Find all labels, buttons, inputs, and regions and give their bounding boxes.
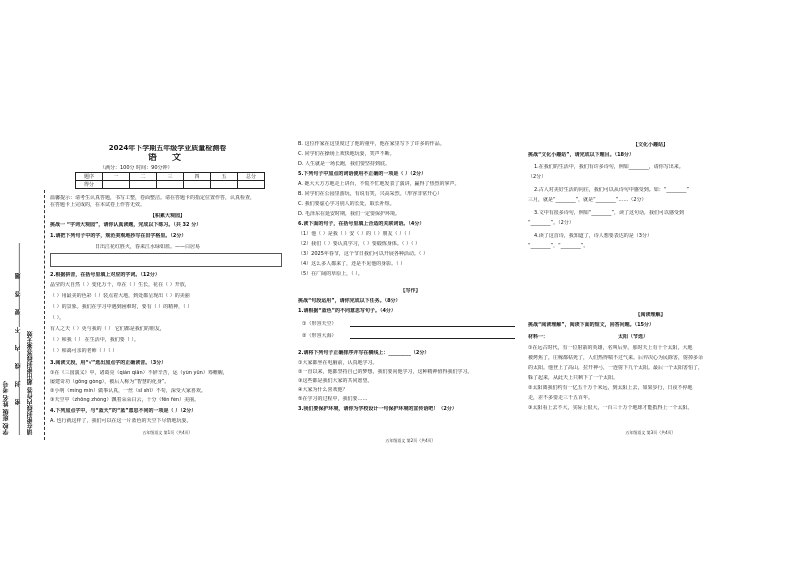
q5-option: C. 我们要虚心学习别人的长处，取长补短。 — [298, 201, 395, 207]
question-7: 1.请根据“蓝色”的不同意思写句子。（4分） — [298, 308, 396, 314]
challenge-title: 挑战“文化小趣站”，请完成以下题目。（18分） — [528, 152, 635, 158]
q11-cont: 三月，就是“________”，就是“________”……（2分） — [528, 197, 647, 203]
q6-line: （5）在广阔的草原上，（ ）。 — [298, 271, 363, 277]
sidebar-seal-line: ……………密……封……线……内……不……要……答……题…………… — [15, 243, 22, 435]
reading-line: 走，差不多要走三千五百年。 — [528, 395, 594, 401]
question-11: 2.古人对美好生活的向往，我们可以从诗句中感受到。如：“________” — [534, 187, 689, 193]
q2-line: 晶莹的大自然（ ）变化万千，草在（ ）生长，花在（ ）开放， — [50, 282, 190, 288]
q2-line: （ ）。 — [50, 315, 65, 321]
reading-line: 躲了起来，从此天上只剩下了一个太阳。 — [528, 375, 619, 381]
answer-line[interactable] — [350, 326, 515, 327]
challenge-title: 挑战一 “字词大观园”，请你认真读题，完成以下练习。（共 32 分） — [50, 222, 202, 228]
q6-line: （3）2025年春节，这个节日我们可以开展各种活动。（ ） — [298, 251, 428, 257]
question-10: 1.在我们的生活中，我们有许多诗句，例如________，请你写出来。 — [534, 164, 684, 170]
seal-dash-line — [44, 190, 45, 440]
q2-line: 有人之天（ ）更与我的（ ） 它们都是我们的朋友， — [50, 326, 165, 332]
q7-part-a: ①（形容天空） — [302, 321, 337, 327]
q3-line: ③天空中（zhōng zhòng）飘着朵朵白云，十分（fēn fèn）美丽。 — [50, 397, 200, 403]
q8-line: ①大家都坐在电脑前，认真地学习。 — [298, 360, 378, 366]
q5-option: D. 毛泽东在延安时期，我们一定要保护环境。 — [298, 211, 401, 217]
score-header: 题序 — [76, 173, 103, 181]
answer-line[interactable] — [350, 338, 515, 339]
score-row-label: 得分 — [76, 181, 103, 189]
reading-line: ③太阳看上去不大，实际上很大，一百三十万个地球才能抵得上一个太阳。 — [528, 405, 693, 411]
reading-line: 的太阳。他登上了高山，拉开神弓，一连射下九个太阳。最后一个太阳害怕了， — [528, 365, 704, 371]
question-6: 6.读下面的句子，在括号里填上合适的关联词语。（4分） — [298, 221, 425, 227]
sidebar-warning: 请在密封线内作答 超出密封线答案无效 — [27, 330, 34, 435]
q3-line: 屡建奇功（gōng gòng），被后人称为“智慧的化身”。 — [50, 379, 170, 385]
q1-text: 日出江花红胜火，春来江水绿如蓝。——白居易 — [95, 244, 201, 250]
reading-line: ①在远古时代，有一位射箭的英雄，名叫后羿。那时天上有十个太阳，大地 — [528, 345, 693, 351]
score-header: 二 — [130, 173, 157, 181]
q4-option: D. 人生就是一场长跑，我们要坚持到底。 — [298, 161, 391, 167]
q6-line: （4）这么多人都来了，还是不见他的身影。（ ） — [298, 261, 406, 267]
question-8: 2.请将下列句子正确排序并写在横线上：_________（2分） — [298, 350, 430, 356]
score-header: 五 — [211, 173, 238, 181]
page-footer: 五年级语文 第1页（共4页） — [142, 430, 193, 435]
exam-info: （满分：100分 时间：90分钟） — [100, 165, 173, 171]
q2-line: （ ）的景象。我们在学习中遇到困难时，要有（ ）的精神，（ ） — [50, 304, 193, 310]
q4-option: C. 同学们在操场上欢快地玩耍，笑声不断。 — [298, 151, 395, 157]
exam-subject: 语 文 — [147, 153, 188, 163]
q3-line: ①在《三国演义》中，诸葛亮（qián qiǎn）不辞辛苦，运（yùn yūn）筹帷幄， — [50, 370, 228, 376]
exam-title: 2024年下学期五年级学业质量检测卷 — [108, 145, 227, 151]
question-2: 2.根据拼音，在括号里填上对应的字词。（12分） — [50, 272, 160, 278]
section-header: 【阅读理解】 — [635, 312, 666, 318]
reading-line: ②太阳离我们约有一亿五千万千米远，到太阳上去，如果步行，日夜不停地 — [528, 385, 693, 391]
section-header: 【写作】 — [400, 288, 421, 294]
score-header: 总分 — [238, 173, 265, 181]
writing-grid[interactable] — [50, 253, 282, 267]
exam-note-2: 在答题卡上完成的，在本试卷上作答无效。 — [50, 202, 146, 208]
challenge-title: 挑战“阅读理解”，阅读下面的短文，回答问题。（15分） — [528, 322, 655, 328]
reading-line: 被烤焦了，庄稼都枯死了，人们热得喘不过气来。后羿决心为民除害，射掉多余 — [528, 355, 704, 361]
q2-line: （ ）和我（ ） 在生活中，我们要（ ）。 — [50, 337, 139, 343]
q5-option: A. 她大大方方地走上讲台，不慌不忙地发表了演讲，赢得了热烈的掌声。 — [298, 181, 460, 187]
challenge-title: 挑战“句段运用”，请你完成以下任务。（8分） — [298, 298, 401, 304]
score-cell[interactable] — [238, 181, 265, 189]
question-4: 4.下列加点字中，与“蓝天”的“蓝”意思不同的一项是（ ）（2分） — [50, 408, 197, 414]
score-cell[interactable] — [157, 181, 184, 189]
q2-line: （ ）用最美的色彩（ ）装点着大地，到处都呈现出（ ）的美丽 — [50, 293, 190, 299]
question-13: 4.读了这首诗，我知道了，诗人想要表达的是（3分） — [534, 233, 652, 239]
score-header: 四 — [184, 173, 211, 181]
question-9: 3.我们要保护环境，请你为学校设计一句保护环境的宣传语吧！（2分） — [298, 406, 457, 412]
q10-points: （2分） — [528, 174, 547, 180]
page-footer: 五年级语文 第2页（共4页） — [385, 438, 436, 443]
q6-line: （1）他（ ）是我（ ）安（ ）的（ ）朋友（ ）（ ） — [298, 231, 414, 237]
score-cell[interactable] — [130, 181, 157, 189]
q6-line: （2）我们（ ）要认真学习，（ ）要锻炼身体。（ ）（ ） — [298, 241, 421, 247]
q8-line: ④大家为什么喜欢他？ — [298, 387, 348, 393]
q5-option: B. 同学们在公园里游玩，有说有笑，兴高采烈。（形容非常开心） — [298, 191, 443, 197]
exam-note: 温馨提示：请考生认真答题，书写工整，卷面整洁。请在答题卡的指定位置作答，认真检查， — [50, 195, 256, 201]
score-header: 三 — [157, 173, 184, 181]
page-footer: 五年级语文 第3页（共4页） — [625, 430, 676, 435]
section-header: 【文化小趣站】 — [632, 142, 668, 148]
binding-margin — [2, 195, 42, 435]
q7-part-b: ②（形容大海） — [302, 333, 337, 339]
question-3: 3.阅读文段，用“√”选出加点字的正确读音。（3分） — [50, 360, 167, 366]
q8-line: ②一直以来，他都坚持自己的梦想，我们要向他学习，这种精神值得我们学习。 — [298, 369, 473, 375]
sidebar-student-info: 学校 班级 姓名 考号 — [3, 380, 10, 435]
q4-option-a: A. 也行就这样了，我们可以在这一片蓝色的天空下尽情地玩耍。 — [50, 418, 192, 424]
question-5: 5.下列句子中加点的词语使用不正确的一项是（ ）（2分） — [298, 171, 427, 177]
question-12: 3.文中有很多诗句，例如“________”，读了这句话，我们可以感受到 — [534, 210, 684, 216]
reading-title: 太阳（节选） — [618, 334, 649, 340]
q8-line: ⑤在学习的过程中，我们要…… — [298, 396, 368, 402]
reading-label: 材料一： — [528, 334, 549, 340]
score-table — [75, 172, 265, 189]
score-cell[interactable] — [184, 181, 211, 189]
score-cell[interactable] — [103, 181, 130, 189]
question-1: 1.请把下列句子中的字，规范美观地抄写在田字格里。（2分） — [50, 233, 187, 239]
q8-line: ③这些都是我们大家的共同愿望。 — [298, 378, 373, 384]
score-header: 一 — [103, 173, 130, 181]
score-cell[interactable] — [211, 181, 238, 189]
q4-option: B. 这位作家在这里度过了他的童年，他在家里写下了许多的作品。 — [298, 141, 445, 147]
q12-cont: “________”。（2分） — [528, 220, 574, 226]
q13-cont: “________”，“________”。 — [528, 243, 589, 249]
q3-line: ②小明（míng mín）做事认真，一丝（sī shī）不苟，深受大家喜欢。 — [50, 388, 206, 394]
section-header: 【积累大观园】 — [149, 213, 185, 219]
q2-line: （ ）和蔼可亲的老师（ ）（ ） — [50, 348, 118, 354]
